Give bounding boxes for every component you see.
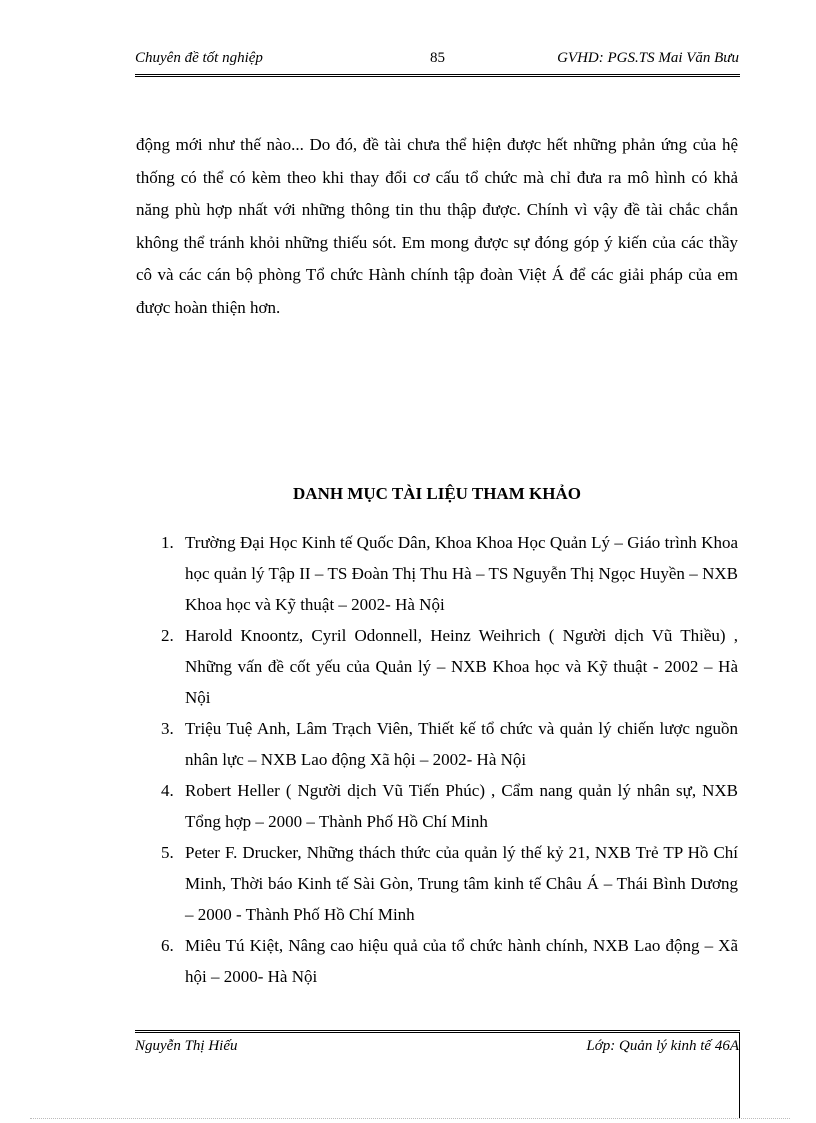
margin-line: [739, 1033, 740, 1118]
reference-number: 3.: [161, 719, 174, 738]
reference-text: Miêu Tú Kiệt, Nâng cao hiệu quả của tổ chức hành chính, NXB Lao động – Xã hội – 2000- Hà Nội: [185, 936, 738, 986]
reference-number: 1.: [161, 533, 174, 552]
reference-item: [136, 775, 738, 837]
header-supervisor: GVHD: PGS.TS Mai Văn Bưu: [557, 50, 739, 66]
reference-number: 2.: [161, 626, 174, 645]
reference-item: [136, 620, 738, 713]
reference-item: [136, 527, 738, 620]
reference-item: [136, 837, 738, 930]
page-footer: [135, 1036, 739, 1060]
references-title: DANH MỤC TÀI LIỆU THAM KHẢO: [293, 484, 581, 503]
page-number: 85: [430, 50, 445, 66]
reference-text: Peter F. Drucker, Những thách thức của quản lý thế kỷ 21, NXB Trẻ TP Hồ Chí Minh, Thời báo Kinh tế Sài Gòn, Trung tâm kinh tế Châu Á – Thái Bình Dương – 2000 - Thành Phố Hồ Chí Minh: [185, 843, 738, 924]
reference-number: 5.: [161, 843, 174, 862]
reference-number: 4.: [161, 781, 174, 800]
reference-text: Harold Knoontz, Cyril Odonnell, Heinz Weihrich ( Người dịch Vũ Thiều) , Những vấn đề cốt yếu của Quản lý – NXB Khoa học và Kỹ thuật - 2002 – Hà Nội: [185, 626, 738, 707]
page-header: [135, 48, 739, 72]
reference-text: Triệu Tuệ Anh, Lâm Trạch Viên, Thiết kế tổ chức và quản lý chiến lược nguồn nhân lực – NXB Lao động Xã hội – 2002- Hà Nội: [185, 719, 738, 769]
reference-text: Trường Đại Học Kinh tế Quốc Dân, Khoa Khoa Học Quản Lý – Giáo trình Khoa học quản lý Tập II – TS Đoàn Thị Thu Hà – TS Nguyễn Thị Ngọc Huyền – NXB Khoa học và Kỹ thuật – 2002- Hà Nội: [185, 533, 738, 614]
footer-class: Lớp: Quản lý kinh tế 46A: [586, 1038, 739, 1054]
footer-rule: [135, 1030, 740, 1033]
page-edge-divider: [30, 1118, 790, 1119]
reference-item: [136, 713, 738, 775]
header-rule: [135, 74, 740, 77]
references-list: [136, 527, 738, 992]
reference-text: Robert Heller ( Người dịch Vũ Tiến Phúc) , Cẩm nang quản lý nhân sự, NXB Tổng hợp – 2000 – Thành Phố Hồ Chí Minh: [185, 781, 738, 831]
reference-item: [136, 930, 738, 992]
header-course-title: Chuyên đề tốt nghiệp: [135, 50, 263, 66]
footer-author: Nguyễn Thị Hiếu: [135, 1038, 238, 1054]
reference-number: 6.: [161, 936, 174, 955]
body-paragraph: động mới như thế nào... Do đó, đề tài chưa thể hiện được hết những phản ứng của hệ thống có thể có kèm theo khi thay đổi cơ cấu tổ chức mà chỉ đưa ra mô hình có khả năng phù hợp nhất với những thông tin thu thập được. Chính vì vậy đề tài chắc chắn không thể tránh khỏi những thiếu sót. Em mong được sự đóng góp ý kiến của các thầy cô và các cán bộ phòng Tổ chức Hành chính tập đoàn Việt Á để các giải pháp của em được hoàn thiện hơn.: [136, 135, 738, 317]
